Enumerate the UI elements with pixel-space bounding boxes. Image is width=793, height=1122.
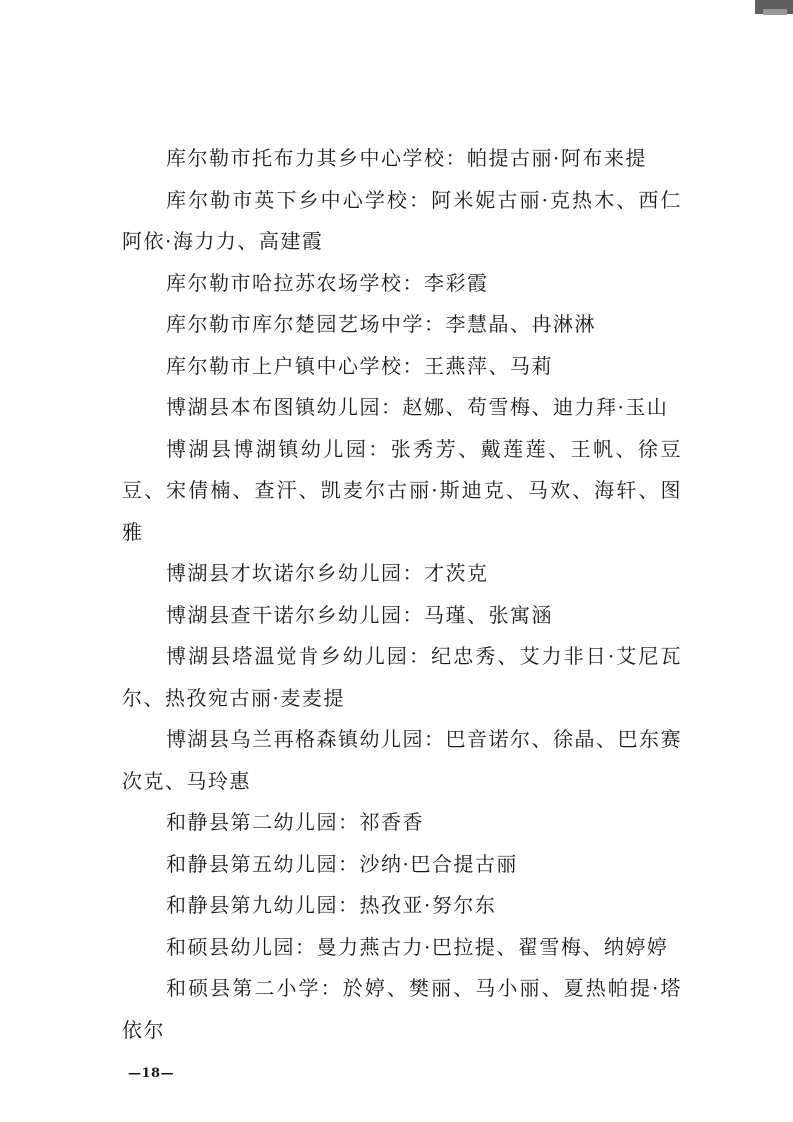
- list-item: 博湖县查干诺尔乡幼儿园：马瑾、张寓涵: [166, 602, 553, 627]
- list-item: 库尔勒市托布力其乡中心学校：帕提古丽·阿布来提: [166, 146, 647, 170]
- list-item: 库尔勒市英下乡中心学校：阿米妮古丽·克热木、西仁阿依·海力力、高建霞: [122, 187, 682, 253]
- document-body: [122, 138, 682, 1051]
- list-item: 和静县第九幼儿园：热孜亚·努尔东: [166, 893, 497, 917]
- scan-edge-mark: [755, 0, 793, 14]
- list-item: 库尔勒市库尔楚园艺场中学：李慧晶、冉淋淋: [166, 312, 596, 336]
- list-item: 库尔勒市上户镇中心学校：王燕萍、马莉: [166, 353, 553, 378]
- page-number: —18—: [128, 1066, 175, 1081]
- list-item: 和静县第五幼儿园：沙纳·巴合提古丽: [166, 851, 518, 876]
- list-item: 博湖县塔温觉肯乡幼儿园：纪忠秀、艾力非日·艾尼瓦尔、热孜宛古丽·麦麦提: [122, 644, 682, 710]
- list-item: 和静县第二幼儿园：祁香香: [166, 810, 424, 834]
- list-item: 和硕县幼儿园：曼力燕古力·巴拉提、翟雪梅、纳婷婷: [166, 934, 669, 959]
- list-item: 博湖县博湖镇幼儿园：张秀芳、戴莲莲、王帆、徐豆豆、宋倩楠、查汗、凯麦尔古丽·斯迪克、马欢、海轩、图雅: [122, 436, 682, 544]
- list-item: 博湖县乌兰再格森镇幼儿园：巴音诺尔、徐晶、巴东赛次克、马玲惠: [122, 727, 682, 793]
- list-item: 博湖县本布图镇幼儿园：赵娜、苟雪梅、迪力拜·玉山: [166, 395, 669, 419]
- list-item: 库尔勒市哈拉苏农场学校：李彩霞: [166, 270, 489, 295]
- list-item: 博湖县才坎诺尔乡幼儿园：才茨克: [166, 561, 489, 585]
- list-item: 和硕县第二小学：於婷、樊丽、马小丽、夏热帕提·塔依尔: [122, 976, 682, 1042]
